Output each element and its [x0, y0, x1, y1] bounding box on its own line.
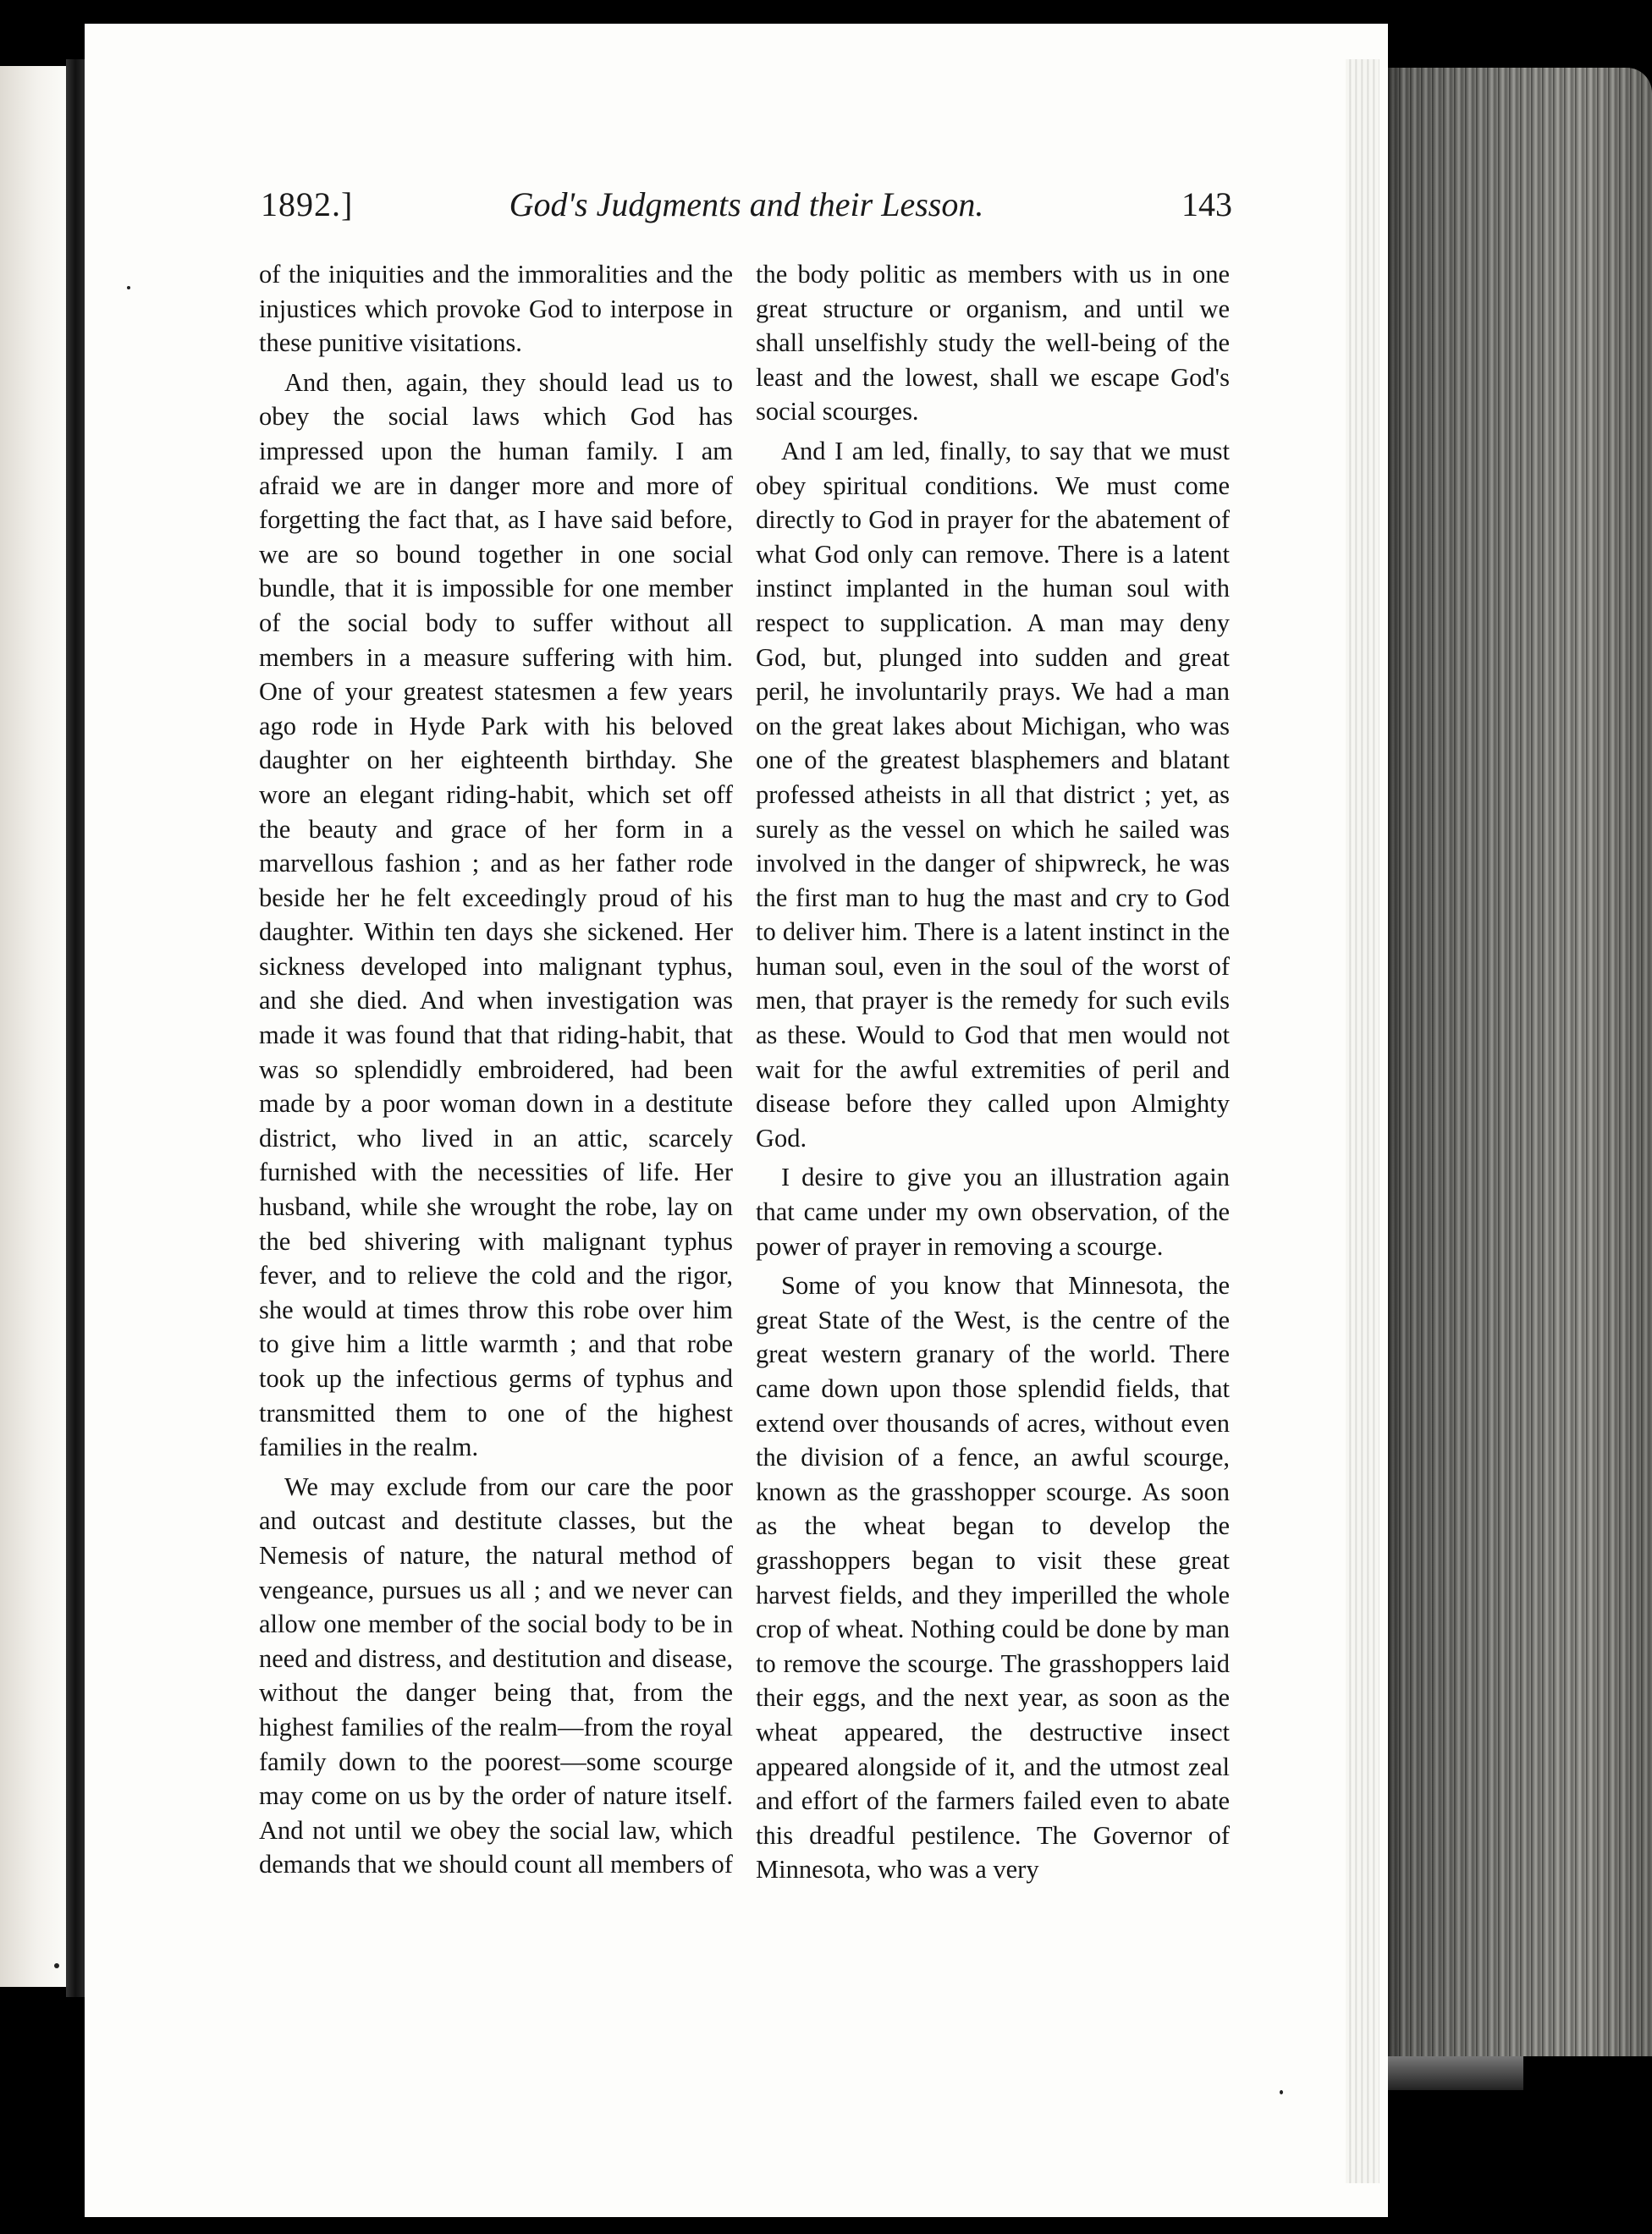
- paragraph: We may exclude from our care the poor and outcast and destitute classes, but the Nemesis of nature, the natural method of vengeance, pursues us all ; and we never can allow one member of the social body to be in need and distress, and destitution and disease, without the danger being that, from the highest families of the realm—from the royal family down to the poorest—some scourge may come on us by the order of nature itself. And not until we obey the social law, which demands that we should count all members of: [259, 1472, 733, 1879]
- running-head-year: 1892.]: [261, 185, 354, 223]
- paragraph: And then, again, they should lead us to obey the social laws which God has impressed upon the human family. I am afraid we are in danger more and more of forgetting the fact that, as I have said before, we are so bound together in one social bundle, that it is impossible for one member of the social body to suffer without all members in a measure suffering with him. One of your greatest statesmen a few years ago rode in Hyde Park with his beloved daughter on her eighteenth birthday. She wore an elegant riding-habit, which set off the beauty and grace of her form in a marvellous fashion ; and as her father rode beside her he felt exceedingly proud of his daughter. Within ten days she sickened. Her sickness developed into malignant typhus, and she died. And when investigation was made it was found that that riding-habit, that was so splendidly embroidered, had been made by a poor woman down in a destitute district, who lived in an attic, scarcely furnished with the necessities of life. Her husband, while she wrought the robe, lay on the bed shivering with malignant typhus fever, and to relieve the cold and the rigor, she would at times throw this robe over him to give him a little warmth ; and that robe took up the infectious germs of typhus and transmitted them to one of the highest families in the realm.: [259, 367, 733, 1462]
- left-column: [259, 257, 733, 1882]
- book-fore-edge: [1388, 68, 1652, 2056]
- fore-edge-shadow: [1388, 68, 1403, 2056]
- paragraph: And I am led, finally, to say that we must obey spiritual conditions. We must come directly to God in prayer for the abatement of what God only can remove. There is a latent instinct implanted in the human soul with respect to supplication. A man may deny God, but, plunged into sudden and great peril, he involuntarily prays. We had a man on the great lakes about Michigan, who was one of the greatest blasphemers and blatant professed atheists in all that district ; yet, as surely as the vessel on which he sailed was involved in the danger of shipwreck, he was the first man to hug the mast and cry to God to deliver him. There is a latent instinct in the human soul, even in the soul of the worst of men, that prayer is the remedy for such evils as these. Would to God that men would not wait for the awful extremities of peril and disease before they called upon Almighty God.: [756, 436, 1230, 1153]
- running-head-title: God's Judgments and their Lesson.: [509, 185, 984, 223]
- paragraph: Some of you know that Minnesota, the great State of the West, is the centre of the great western granary of the world. There came down upon those splendid fields, that extend over thousands of acres, without even the division of a fence, an awful scourge, known as the grasshopper scourge. As soon as the wheat began to develop the grasshoppers began to visit these great harvest fields, and they imperilled the whole crop of wheat. Nothing could be done by man to remove the scourge. The grasshoppers laid their eggs, and the next year, as soon as the wheat appeared, the destructive insect appeared alongside of it, and the utmost zeal and effort of the farmers failed even to abate this dreadful pestilence. The Governor of Minnesota, who was a very: [756, 1271, 1230, 1885]
- paragraph: of the iniquities and the immoralities and the injustices which provoke God to interpose in these punitive visitations.: [259, 260, 733, 358]
- paragraph: the body politic as members with us in one great structure or organism, and until we shall unselfishly study the well-being of the least and the lowest, shall we escape God's social scourges.: [756, 260, 1230, 426]
- page-number: 143: [1181, 185, 1232, 223]
- paper-speck: [127, 286, 130, 289]
- page-stack-edge: [1346, 59, 1379, 2183]
- book-gutter: [66, 59, 85, 1997]
- paper-speck: [1280, 2090, 1283, 2094]
- running-head: [261, 184, 1232, 227]
- paper-speck: [54, 1963, 59, 1968]
- paragraph: I desire to give you an illustration again that came under my own observation, of the power of prayer in removing a scourge.: [756, 1163, 1230, 1261]
- right-column: [756, 257, 1230, 1887]
- facing-page-edge: [0, 66, 66, 1987]
- book-bottom-edge: [1388, 2056, 1523, 2090]
